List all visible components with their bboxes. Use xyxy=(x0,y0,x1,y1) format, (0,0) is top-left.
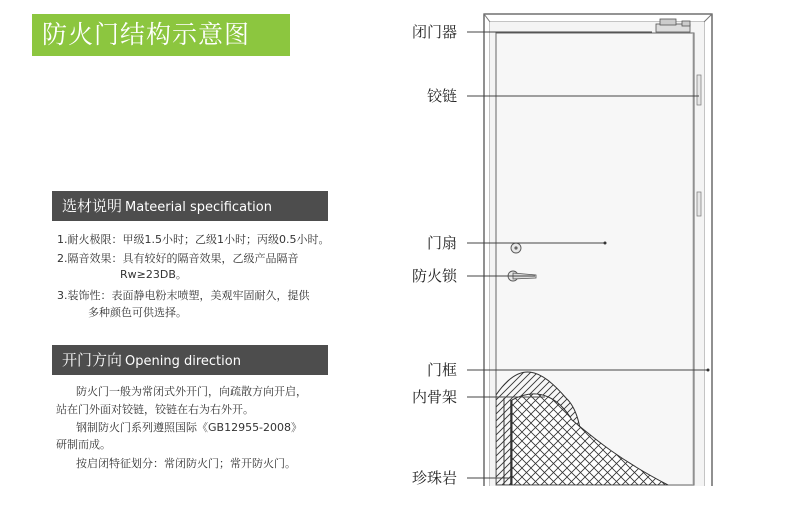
spec-line-3b: 多种颜色可供选择。 xyxy=(88,306,187,319)
callout-inner-frame: 内骨架 xyxy=(412,388,458,406)
callout-perlite: 珍珠岩 xyxy=(412,469,458,487)
callout-fire-lock: 防火锁 xyxy=(412,267,458,285)
opening-line-3: 钢制防火门系列遵照国际《GB12955-2008》 xyxy=(76,421,303,434)
callout-door-frame: 门框 xyxy=(427,361,458,379)
spec-line-2b: Rw≥23DB。 xyxy=(120,268,187,281)
spec-line-2: 2.隔音效果：具有较好的隔音效果，乙级产品隔音 xyxy=(57,252,299,265)
spec-line-3: 3.装饰性：表面静电粉末喷塑，美观牢固耐久，提供 xyxy=(57,289,310,302)
opening-line-4: 研制而成。 xyxy=(56,438,111,451)
callout-door-leaf: 门扇 xyxy=(427,234,458,252)
callout-door-closer: 闭门器 xyxy=(412,23,458,41)
opening-direction-heading-cn: 开门方向 xyxy=(62,351,123,369)
opening-line-2: 站在门外面对铰链，铰链在右为右外开。 xyxy=(56,403,254,416)
callout-hinge: 铰链 xyxy=(427,87,458,105)
door-closer xyxy=(656,19,690,32)
material-spec-heading-en: Mateerial specification xyxy=(125,200,272,215)
opening-line-1: 防火门一般为常闭式外开门，向疏散方向开启， xyxy=(76,385,307,398)
page-title: 防火门结构示意图 xyxy=(32,14,290,56)
opening-line-5: 按启闭特征划分：常闭防火门；常开防火门。 xyxy=(76,457,296,470)
spec-line-1: 1.耐火极限：甲级1.5小时；乙级1小时；丙级0.5小时。 xyxy=(57,233,330,246)
opening-direction-heading-en: Opening direction xyxy=(125,354,241,369)
material-spec-heading-cn: 选材说明 xyxy=(62,197,123,215)
